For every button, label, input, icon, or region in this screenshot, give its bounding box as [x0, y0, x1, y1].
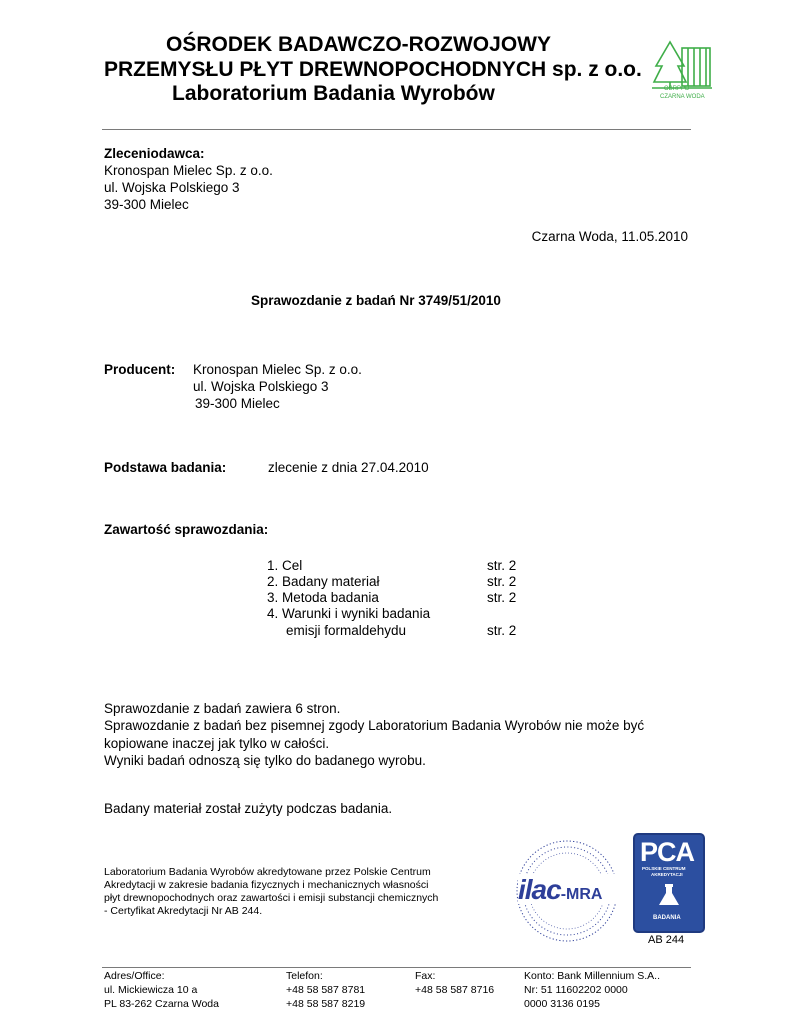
toc-page: str. 2: [487, 574, 517, 589]
toc-page: str. 2: [487, 623, 517, 638]
ilac-text: [518, 874, 618, 904]
footer-address-line: PL 83-262 Czarna Woda: [104, 998, 219, 1010]
ilac-word: ilac: [518, 874, 561, 905]
client-line: 39-300 Mielec: [104, 197, 189, 212]
footer-phone-label: Telefon:: [286, 970, 323, 982]
toc-item: 4. Warunki i wyniki badania: [267, 606, 431, 621]
pca-badge: BADANIA: [653, 915, 681, 921]
accreditation-line: - Certyfikat Akredytacji Nr AB 244.: [104, 905, 263, 917]
header-line-3: Laboratorium Badania Wyrobów: [172, 82, 495, 105]
toc-page: str. 2: [487, 558, 517, 573]
report-title: Sprawozdanie z badań Nr 3749/51/2010: [251, 293, 501, 308]
footer-fax-label: Fax:: [415, 970, 436, 982]
pca-text: PCA: [640, 837, 695, 867]
footer-bank-line: Nr: 51 11602202 0000: [524, 984, 628, 996]
note-line: kopiowane inaczej jak tylko w całości.: [104, 736, 330, 751]
basis-value: zlecenie z dnia 27.04.2010: [268, 460, 429, 475]
note-line: Wyniki badań odnoszą się tylko do badanego wyrobu.: [104, 753, 426, 768]
accreditation-line: płyt drewnopochodnych oraz zawartości i emisji substancji chemicznych: [104, 892, 439, 904]
footer-bank-label: Konto: Bank Millennium S.A..: [524, 970, 660, 982]
ilac-mra-logo: [514, 838, 620, 944]
note-line: Sprawozdanie z badań zawiera 6 stron.: [104, 701, 341, 716]
footer-phone-line: +48 58 587 8781: [286, 984, 366, 996]
material-note: Badany materiał został zużyty podczas badania.: [104, 801, 393, 816]
producer-line: ul. Wojska Polskiego 3: [193, 379, 329, 394]
flask-icon: [655, 881, 683, 909]
header-line-1: OŚRODEK BADAWCZO-ROZWOJOWY: [166, 33, 551, 56]
accreditation-line: Akredytacji w zakresie badania fizycznych i mechanicznych własności: [104, 879, 429, 891]
mra-word: -MRA: [560, 886, 603, 903]
logo-caption-top: OBRPPD: [664, 86, 690, 92]
client-line: ul. Wojska Polskiego 3: [104, 180, 240, 195]
note-line: Sprawozdanie z badań bez pisemnej zgody Laboratorium Badania Wyrobów nie może być: [104, 718, 645, 733]
institute-logo: [648, 36, 718, 106]
footer-address-label: Adres/Office:: [104, 970, 165, 982]
contents-label: Zawartość sprawozdania:: [104, 522, 269, 537]
pca-subtitle-1: POLSKIE CENTRUM: [642, 866, 686, 871]
footer-phone-line: +48 58 587 8219: [286, 998, 366, 1010]
footer-fax-line: +48 58 587 8716: [415, 984, 495, 996]
header-line-2: PRZEMYSŁU PŁYT DREWNOPOCHODNYCH sp. z o.o.: [104, 58, 642, 81]
pca-logo: [633, 833, 705, 933]
toc-item: 3. Metoda badania: [267, 590, 379, 605]
logo-caption-bottom: CZARNA WODA: [660, 94, 705, 100]
client-line: Kronospan Mielec Sp. z o.o.: [104, 163, 273, 178]
pca-subtitle-2: AKREDYTACJI: [651, 872, 683, 877]
pca-code: AB 244: [648, 934, 685, 946]
toc-page: str. 2: [487, 590, 517, 605]
client-label: Zleceniodawca:: [104, 146, 205, 161]
place-date: Czarna Woda, 11.05.2010: [531, 229, 688, 244]
producer-label: Producent:: [104, 362, 176, 377]
footer-rule: [102, 967, 691, 968]
header-rule: [102, 129, 691, 130]
basis-label: Podstawa badania:: [104, 460, 227, 475]
producer-line: Kronospan Mielec Sp. z o.o.: [193, 362, 362, 377]
footer-address-line: ul. Mickiewicza 10 a: [104, 984, 198, 996]
toc-item: 1. Cel: [267, 558, 303, 573]
producer-line: 39-300 Mielec: [195, 396, 280, 411]
accreditation-line: Laboratorium Badania Wyrobów akredytowane przez Polskie Centrum: [104, 866, 431, 878]
toc-item: emisji formaldehydu: [286, 623, 407, 638]
footer-bank-line: 0000 3136 0195: [524, 998, 600, 1010]
toc-item: 2. Badany materiał: [267, 574, 380, 589]
